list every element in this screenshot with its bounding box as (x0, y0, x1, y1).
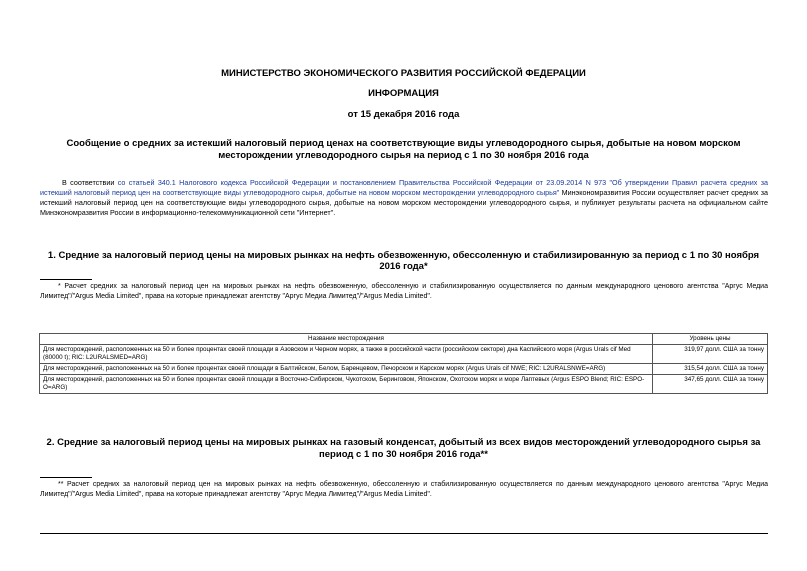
ministry-title: МИНИСТЕРСТВО ЭКОНОМИЧЕСКОГО РАЗВИТИЯ РОССИЙСКОЙ ФЕДЕРАЦИИ (221, 68, 586, 79)
document-type: ИНФОРМАЦИЯ (368, 88, 439, 99)
message-title: Сообщение о средних за истекший налоговый период ценах на соответствующие виды углеводородного сырья, добытые на новом морском месторождении углеводородного сырья на период с 1 по 30 ноября 2016 года (66, 138, 741, 161)
price-table (39, 333, 768, 394)
table-header-row (40, 334, 768, 345)
footnote-1: * Расчет средних за налоговый период цен на мировых рынках на нефть обезвоженную, обессоленную и стабилизированную осуществляется по данным международного ценового агентства "Аргус Медиа Лимитед"/"Argus Media Limited", права на которые принадлежат агентству "Аргус Медиа Лимитед"/"Argus Media Limited". (40, 283, 768, 300)
legal-reference-link[interactable]: со статьей 340.1 Налогового кодекса Российской Федерации и постановлением Правительства Российской Федерации от 23.09.2014 N 973 "Об утверждении Правил расчета средних за истекший налоговый период цен на соответствующие виды углеводородного сырья, добытые на новом морском месторождении углеводородного сырья" (40, 178, 768, 197)
document-date: от 15 декабря 2016 года (347, 109, 460, 120)
page-bottom-rule (40, 533, 768, 534)
table-row (40, 375, 768, 394)
section-2-title: 2. Средние за налоговый период цены на мировых рынках на газовый конденсат, добытый из всех видов месторождений углеводородного сырья за период с 1 по 30 ноября 2016 года** (46, 437, 761, 460)
intro-text-start: В соответствии (62, 178, 118, 187)
footnote-2: ** Расчет средних за налоговый период цен на мировых рынках на нефть обезвоженную, обессоленную и стабилизированную осуществляется по данным международного ценового агентства "Аргус Медиа Лимитед"/"Argus Media Limited", права на которые принадлежат агентству "Аргус Медиа Лимитед"/"Argus Media Limited". (40, 481, 768, 498)
footnote-divider (40, 477, 92, 478)
column-header-name: Название месторождения (40, 334, 653, 345)
price-cell: 319,97 долл. США за тонну (653, 345, 768, 364)
field-name-cell: Для месторождений, расположенных на 50 и более процентах своей площади в Балтийском, Белом, Баренцевом, Печорском и Карском морях (Argus Urals cif NWE; RIC: L2URALSNWE=ARG) (40, 364, 653, 375)
price-cell: 347,65 долл. США за тонну (653, 375, 768, 394)
field-name-cell: Для месторождений, расположенных на 50 и более процентах своей площади в Азовском и Черном морях, а также в российской части (российском секторе) дна Каспийского моря (Argus Urals cif Med (80000 t); RIC: L2URALSMED=ARG) (40, 345, 653, 364)
table-row (40, 364, 768, 375)
table-row (40, 345, 768, 364)
footnote-divider (40, 279, 92, 280)
column-header-price: Уровень цены (653, 334, 768, 345)
price-cell: 315,54 долл. США за тонну (653, 364, 768, 375)
field-name-cell: Для месторождений, расположенных на 50 и более процентах своей площади в Восточно-Сибирском, Чукотском, Беринговом, Японском, Охотском морях и море Лаптевых (Argus ESPO Blend; RIC: ESPO-O=ARG) (40, 375, 653, 394)
section-1-title: 1. Средние за налоговый период цены на мировых рынках на нефть обезвоженную, обессоленную и стабилизированную за период с 1 по 30 ноября 2016 года* (47, 250, 760, 272)
intro-paragraph (40, 178, 768, 218)
intro-text-end: Минэкономразвития России осуществляет расчет средних за истекший налоговый период цен на соответствующие виды углеводородного сырья, добытые на новом морском месторождении углеводородного сырья, и публикует результаты расчета на официальном сайте Минэкономразвития России в информационно-телекоммуникационной сети "Интернет". (40, 188, 768, 217)
